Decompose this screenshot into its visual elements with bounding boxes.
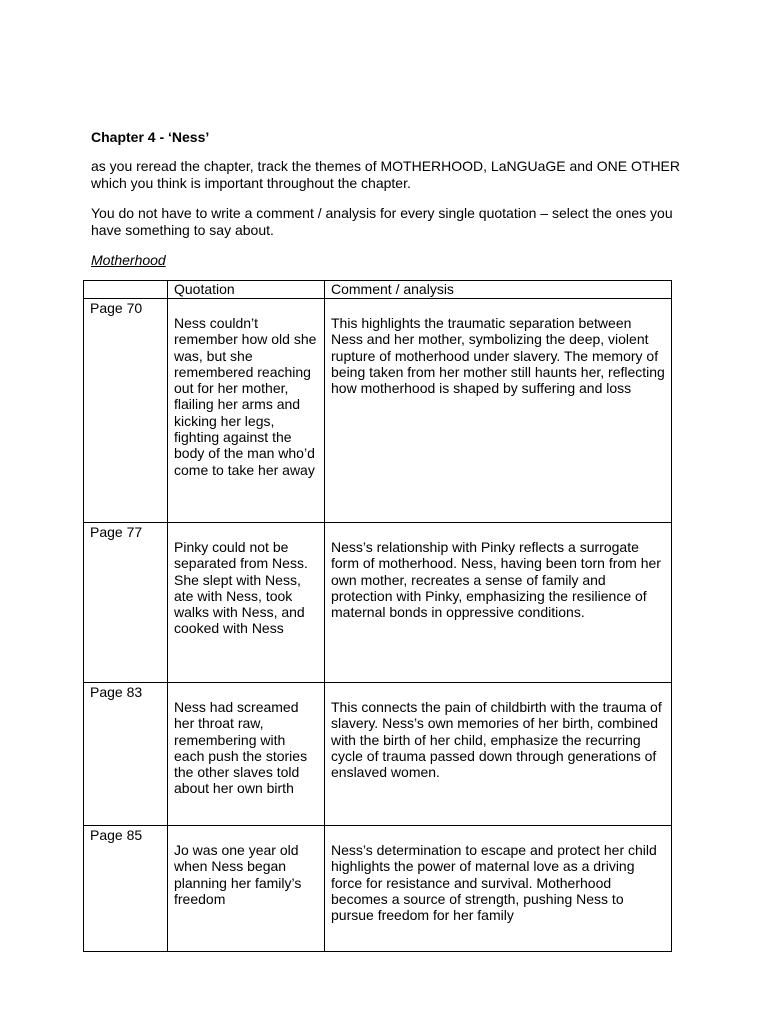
row-quotation: Ness had screamed her throat raw, remembering with each push the stories the other slaves told about her own birth [168, 683, 325, 826]
row-quotation: Jo was one year old when Ness began planning her family’s freedom [168, 826, 325, 952]
row-page: Page 77 [84, 523, 168, 683]
intro-paragraph: as you reread the chapter, track the themes of MOTHERHOOD, LaNGUaGE and ONE OTHER which you think is important throughout the chapter. [91, 158, 680, 191]
table-row [84, 523, 672, 683]
table-row [84, 299, 672, 523]
row-comment: This connects the pain of childbirth with the trauma of slavery. Ness’s own memories of her birth, combined with the birth of her child, emphasize the recurring cycle of trauma passed down through generations of enslaved women. [325, 683, 672, 826]
row-page: Page 83 [84, 683, 168, 826]
header-quotation: Quotation [168, 281, 325, 299]
chapter-title: Chapter 4 - ‘Ness’ [91, 129, 210, 145]
row-quotation: Ness couldn’t remember how old she was, but she remembered reaching out for her mother, flailing her arms and kicking her legs, fighting against the body of the man who’d come to take her away [168, 299, 325, 523]
section-heading: Motherhood [91, 252, 166, 268]
row-page: Page 70 [84, 299, 168, 523]
instruction-paragraph: You do not have to write a comment / analysis for every single quotation – select the ones you have something to say about. [91, 205, 673, 238]
row-comment: Ness’s determination to escape and protect her child highlights the power of maternal love as a driving force for resistance and survival. Motherhood becomes a source of strength, pushing Ness to pursue freedom for her family [325, 826, 672, 952]
header-page [84, 281, 168, 299]
table-row [84, 826, 672, 952]
row-comment: Ness’s relationship with Pinky reflects a surrogate form of motherhood. Ness, having been torn from her own mother, recreates a sense of family and protection with Pinky, emphasizing the resilience of maternal bonds in oppressive conditions. [325, 523, 672, 683]
table-header-row [84, 281, 672, 299]
table-row [84, 683, 672, 826]
row-quotation: Pinky could not be separated from Ness. She slept with Ness, ate with Ness, took walks with Ness, and cooked with Ness [168, 523, 325, 683]
quotation-table [83, 280, 672, 952]
header-comment: Comment / analysis [325, 281, 672, 299]
row-comment: This highlights the traumatic separation between Ness and her mother, symbolizing the deep, violent rupture of motherhood under slavery. The memory of being taken from her mother still haunts her, reflecting how motherhood is shaped by suffering and loss [325, 299, 672, 523]
row-page: Page 85 [84, 826, 168, 952]
